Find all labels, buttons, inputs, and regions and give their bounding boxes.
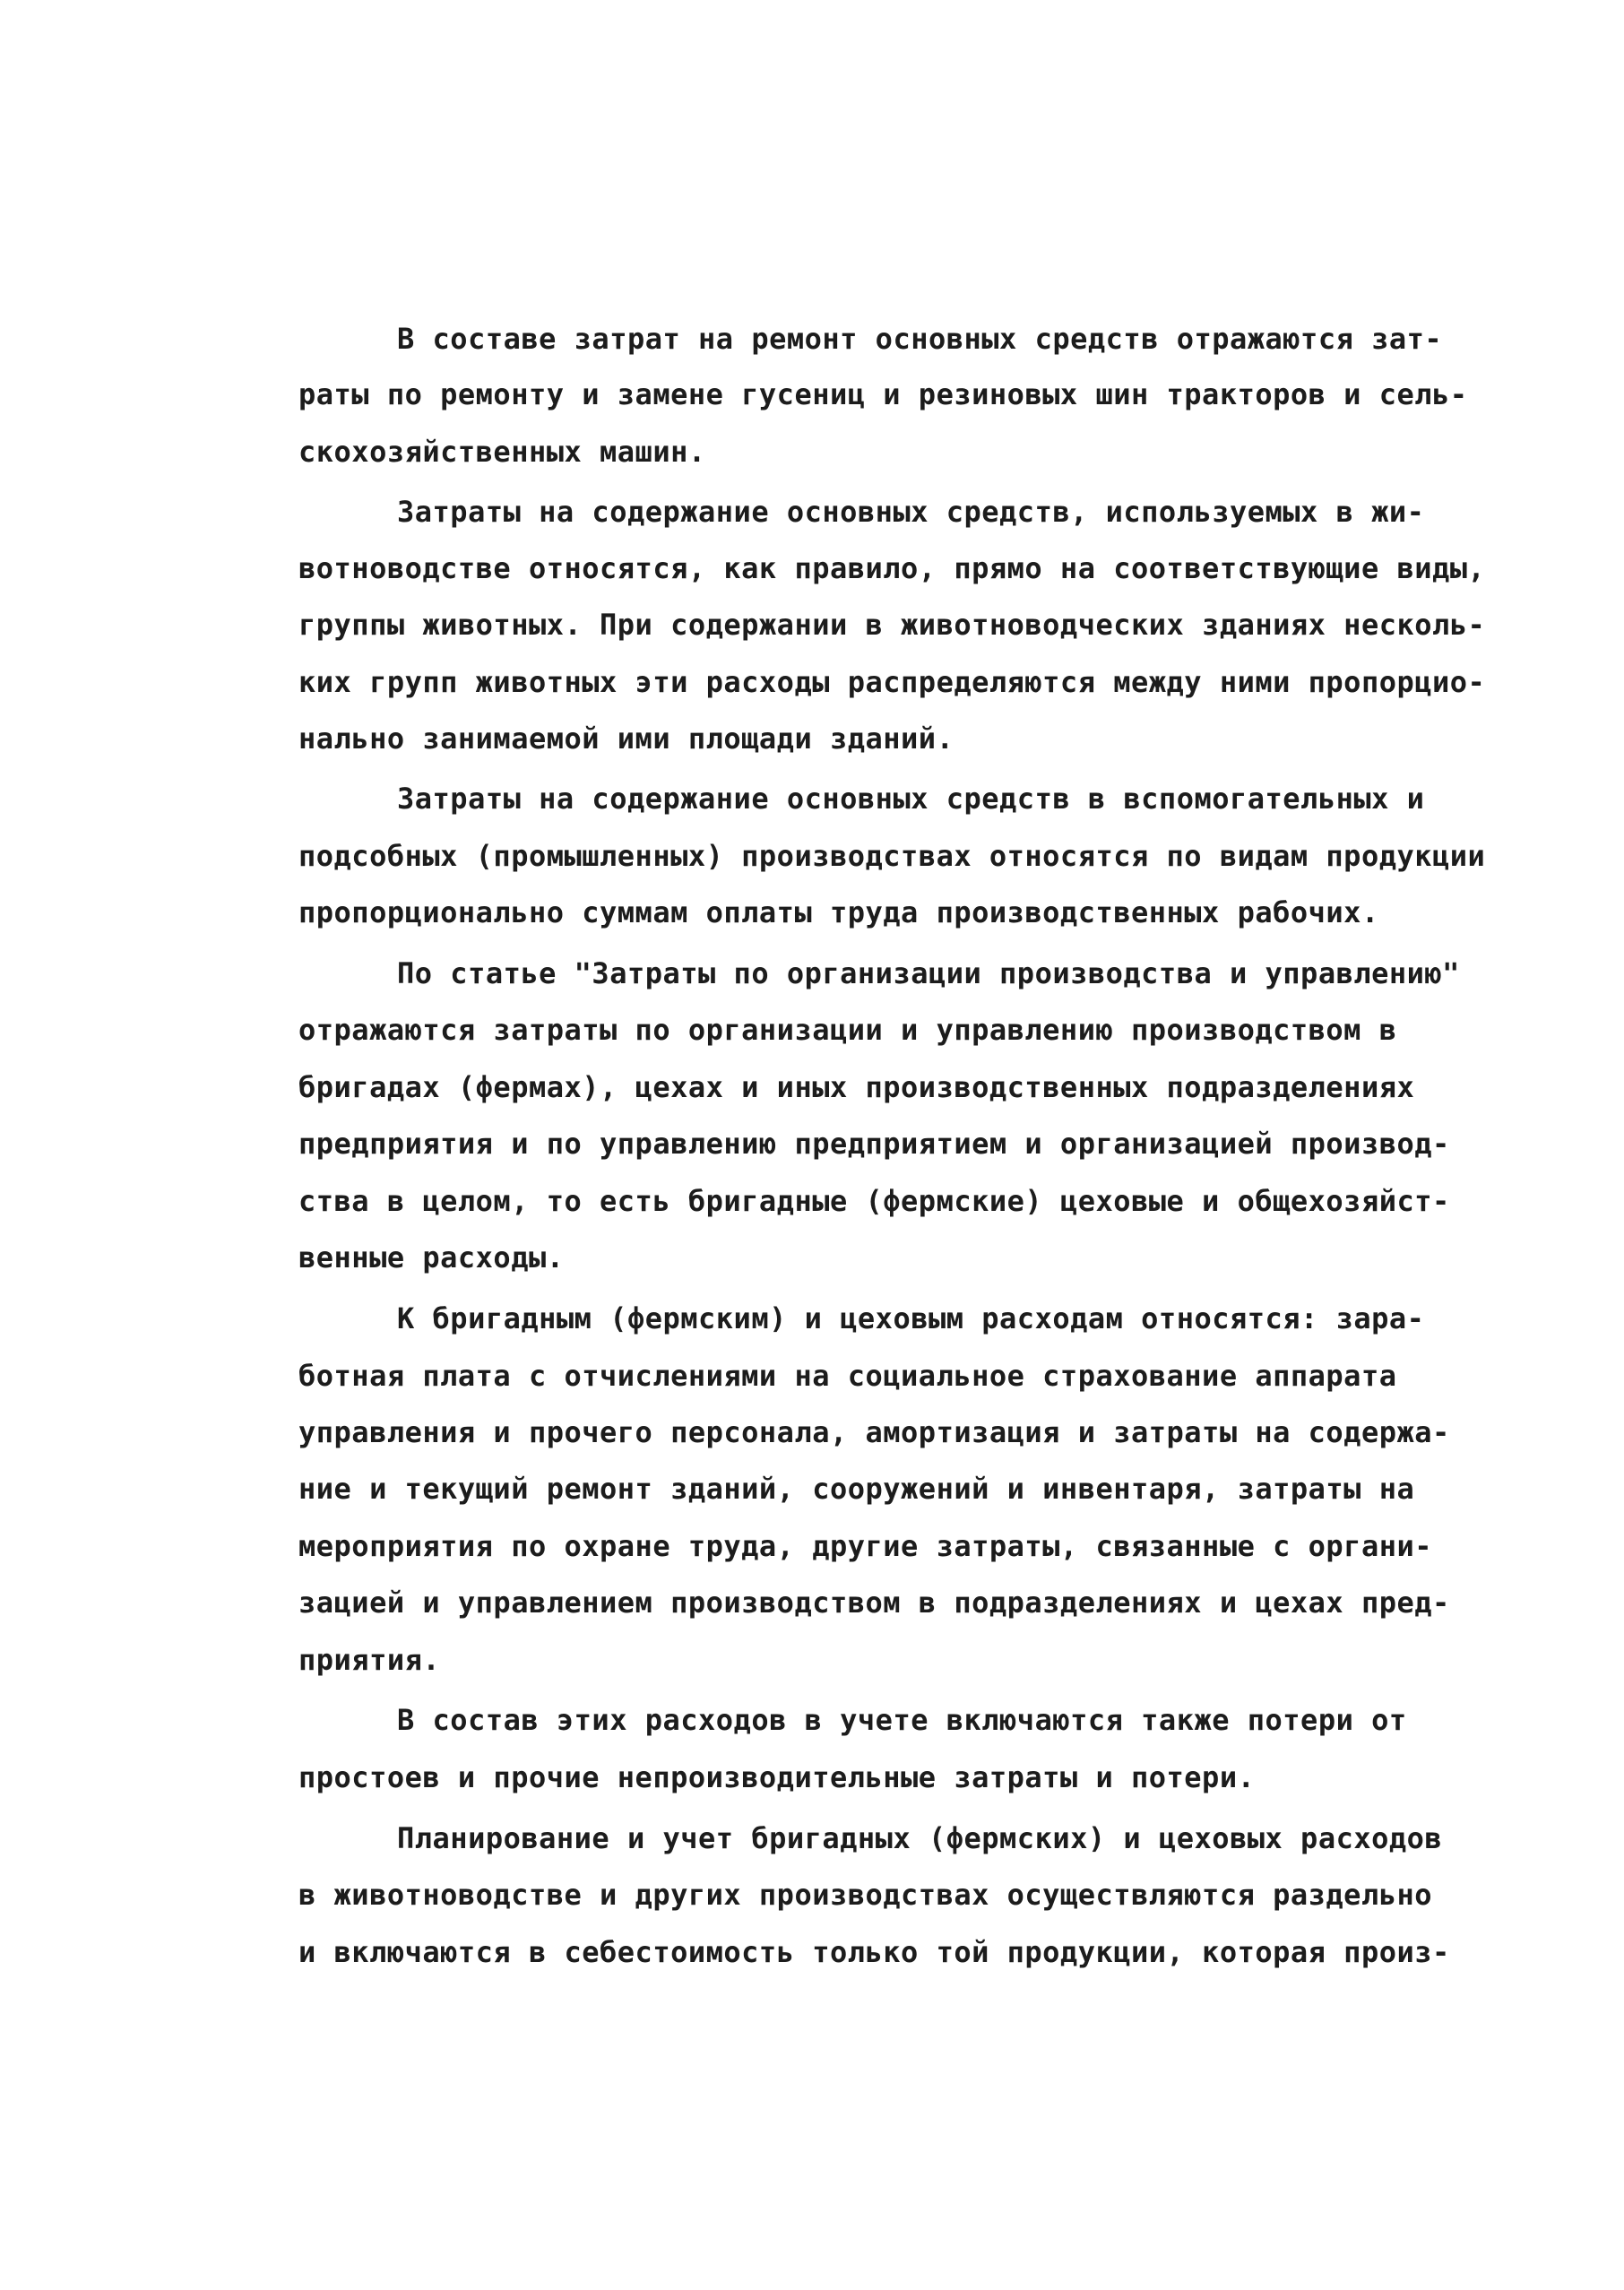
text-line: управления и прочего персонала, амортизация и затраты на содержа- [298, 1415, 1450, 1449]
text-line: В состав этих расходов в учете включаются также потери от [397, 1703, 1407, 1737]
text-line: группы животных. При содержании в животноводческих зданиях несколь- [298, 608, 1486, 642]
text-line: вотноводстве относятся, как правило, прямо на соответствующие виды, [298, 551, 1486, 585]
text-line: в животноводстве и других производствах осуществляются раздельно [298, 1878, 1432, 1912]
text-line: нально занимаемой ими площади зданий. [298, 722, 955, 756]
text-line: ких групп животных эти расходы распределяются между ними пропорцио- [298, 665, 1486, 699]
text-line: ства в целом, то есть бригадные (фермские) цеховые и общехозяйст- [298, 1184, 1450, 1218]
text-line: предприятия и по управлению предприятием и организацией производ- [298, 1127, 1450, 1161]
text-line: зацией и управлением производством в подразделениях и цехах пред- [298, 1586, 1450, 1620]
text-line: подсобных (промышленных) производствах относятся по видам продукции [298, 839, 1486, 873]
text-line: В составе затрат на ремонт основных средств отражаются зат- [397, 322, 1443, 356]
text-line: мероприятия по охране труда, другие затраты, связанные с органи- [298, 1529, 1432, 1563]
text-line: бригадах (фермах), цехах и иных производственных подразделениях [298, 1070, 1415, 1104]
text-line: венные расходы. [298, 1240, 565, 1275]
text-line: отражаются затраты по организации и управлению производством в [298, 1013, 1397, 1047]
text-line: ние и текущий ремонт зданий, сооружений и инвентаря, затраты на [298, 1472, 1415, 1506]
text-line: простоев и прочие непроизводительные затраты и потери. [298, 1760, 1256, 1794]
text-line: К бригадным (фермским) и цеховым расходам относятся: зара- [397, 1301, 1425, 1335]
text-line: ботная плата с отчислениями на социальное страхование аппарата [298, 1359, 1397, 1393]
text-line: По статье "Затраты по организации производства и управлению" [397, 956, 1460, 990]
text-line: Затраты на содержание основных средств в вспомогательных и [397, 782, 1425, 816]
text-line: и включаются в себестоимость только той продукции, которая произ- [298, 1935, 1450, 1969]
text-line: приятия. [298, 1643, 441, 1677]
text-line: скохозяйственных машин. [298, 435, 706, 469]
text-line: пропорционально суммам оплаты труда производственных рабочих. [298, 895, 1379, 929]
text-line: Затраты на содержание основных средств, используемых в жи- [397, 495, 1425, 529]
text-line: Планирование и учет бригадных (фермских) и цеховых расходов [397, 1821, 1443, 1855]
text-line: раты по ремонту и замене гусениц и резиновых шин тракторов и сель- [298, 377, 1468, 411]
